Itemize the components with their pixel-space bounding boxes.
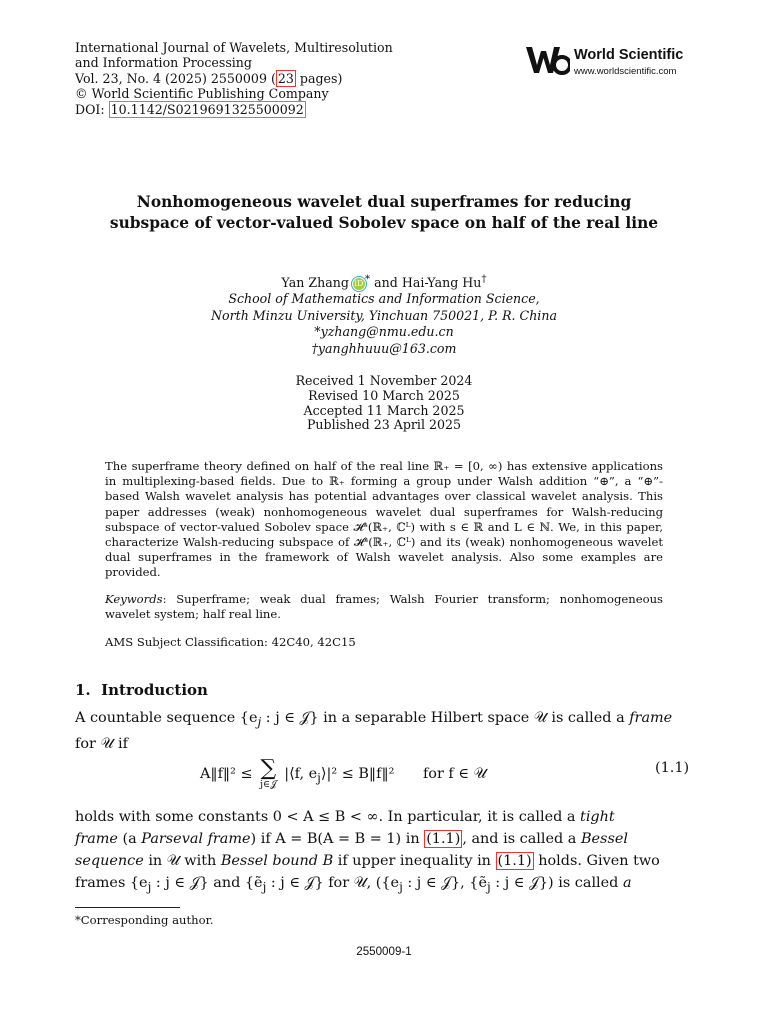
intro-line2: for 𝒰 if <box>75 735 128 752</box>
author1-mark: * <box>364 273 371 285</box>
page-number: 2550009-1 <box>356 945 412 958</box>
keywords-text: : Superframe; weak dual frames; Walsh Fourier transform; nonhomogeneous wavelet system; half real line. <box>105 592 663 622</box>
equation-ref-2[interactable]: (1.1) <box>497 853 532 869</box>
intro-line1: A countable sequence {$e_j$ : j ∈ 𝒥} in a separable Hilbert space 𝒰 is called a frame <box>75 710 673 729</box>
affiliation-line1: School of Mathematics and Information Science, <box>228 291 540 306</box>
doi-line: DOI: 10.1142/S0219691325500092 <box>75 101 304 117</box>
world-scientific-logo-icon <box>524 43 570 79</box>
section-heading: 1. Introduction <box>75 681 208 699</box>
keywords-label: Keywords <box>105 592 163 606</box>
footnote: *Corresponding author. <box>75 913 214 927</box>
logo-url[interactable]: www.worldscientific.com <box>574 66 677 77</box>
abstract: The superframe theory defined on half of the real line ℝ₊ = [0, ∞) has extensive applications in multiplexing-based fields. Due to ℝ₊ forming a group under Walsh addition “⊕”, a “⊕”-based Walsh wavelet analysis has potential advantages over classical wavelet analysis. This paper addresses (weak) nonhomogeneous wavelet dual superframes for Walsh-reducing subspace of vector-valued Sobolev space 𝓗ˢ(ℝ₊, ℂᴸ) with s ∈ ℝ and L ∈ ℕ. We, in this paper, characterize Walsh-reducing subspace of 𝓗ˢ(ℝ₊, ℂᴸ) and its (weak) nonhomogeneous wavelet dual superframes in the framework of Walsh wavelet analysis. Also some examples are provided. <box>105 459 663 580</box>
keywords <box>105 592 663 623</box>
paper-title <box>60 192 708 234</box>
footnote-rule <box>75 907 180 908</box>
body-line3: sequence in 𝒰 with Bessel bound B if upper inequality in (1.1) holds. Given two <box>75 853 660 869</box>
equation-1-1: A‖f‖² ≤ ∑ j∈𝒥 |⟨f, $e_j⟩|^2$ ≤ B‖f‖² for f ∈ 𝒰 <box>200 756 487 790</box>
body-line4: frames {$e_j$ : j ∈ 𝒥} and {ẽ$_j$ : j ∈ 𝒥} for 𝒰, ({$e_j$ : j ∈ 𝒥}, {ẽ$_j$ : j ∈ 𝒥}) is called a <box>75 875 632 894</box>
affiliation-line2: North Minzu University, Yinchuan 750021, P. R. China <box>211 307 557 323</box>
volume-line: Vol. 23, No. 4 (2025) 2550009 ( 23 pages) <box>75 70 343 86</box>
email-2[interactable]: †yanghhuuu@163.com <box>311 340 457 356</box>
copyright-line: © World Scientific Publishing Company <box>75 86 329 102</box>
received-date: Received 1 November 2024 <box>295 373 473 388</box>
orcid-icon[interactable]: iD <box>354 278 364 288</box>
dates-block <box>60 374 708 433</box>
email-1[interactable]: *yzhang@nmu.edu.cn <box>314 324 454 339</box>
journal-name-line1: International Journal of Wavelets, Multiresolution <box>75 40 393 55</box>
author1-name: Yan Zhang <box>281 275 349 291</box>
equation-ref-1[interactable]: (1.1) <box>426 831 461 847</box>
affiliation-block <box>60 291 708 357</box>
author-line: Yan Zhang iD * and Hai-Yang Hu† <box>281 273 487 291</box>
body-line1: holds with some constants 0 < A ≤ B < ∞. In particular, it is called a tight <box>75 809 615 825</box>
title-line1: Nonhomogeneous wavelet dual superframes for reducing <box>136 193 632 211</box>
journal-name-line2: and Information Processing <box>75 55 252 71</box>
revised-date: Revised 10 March 2025 <box>308 387 460 403</box>
author2-mark: † <box>481 273 487 285</box>
ams-classification: AMS Subject Classification: 42C40, 42C15 <box>105 635 356 649</box>
logo-name: World Scientific <box>574 47 684 63</box>
doi-link[interactable]: 10.1142/S0219691325500092 <box>110 101 304 117</box>
intro-paragraph <box>75 707 695 755</box>
body-paragraph <box>75 806 695 898</box>
journal-header <box>75 40 393 117</box>
body-line2: frame (a Parseval frame) if A = B(A = B = 1) in (1.1) , and is called a Bessel <box>75 831 628 847</box>
title-line2: subspace of vector-valued Sobolev space on half of the real line <box>109 214 659 232</box>
accepted-date: Accepted 11 March 2025 <box>303 402 465 418</box>
sum-operator: ∑ j∈𝒥 <box>260 756 277 790</box>
author2-name: Hai-Yang Hu <box>401 275 482 291</box>
pages-link[interactable]: 23 <box>277 70 294 86</box>
publisher-logo <box>524 43 704 83</box>
equation-number: (1.1) <box>655 760 690 776</box>
published-date: Published 23 April 2025 <box>306 417 462 433</box>
